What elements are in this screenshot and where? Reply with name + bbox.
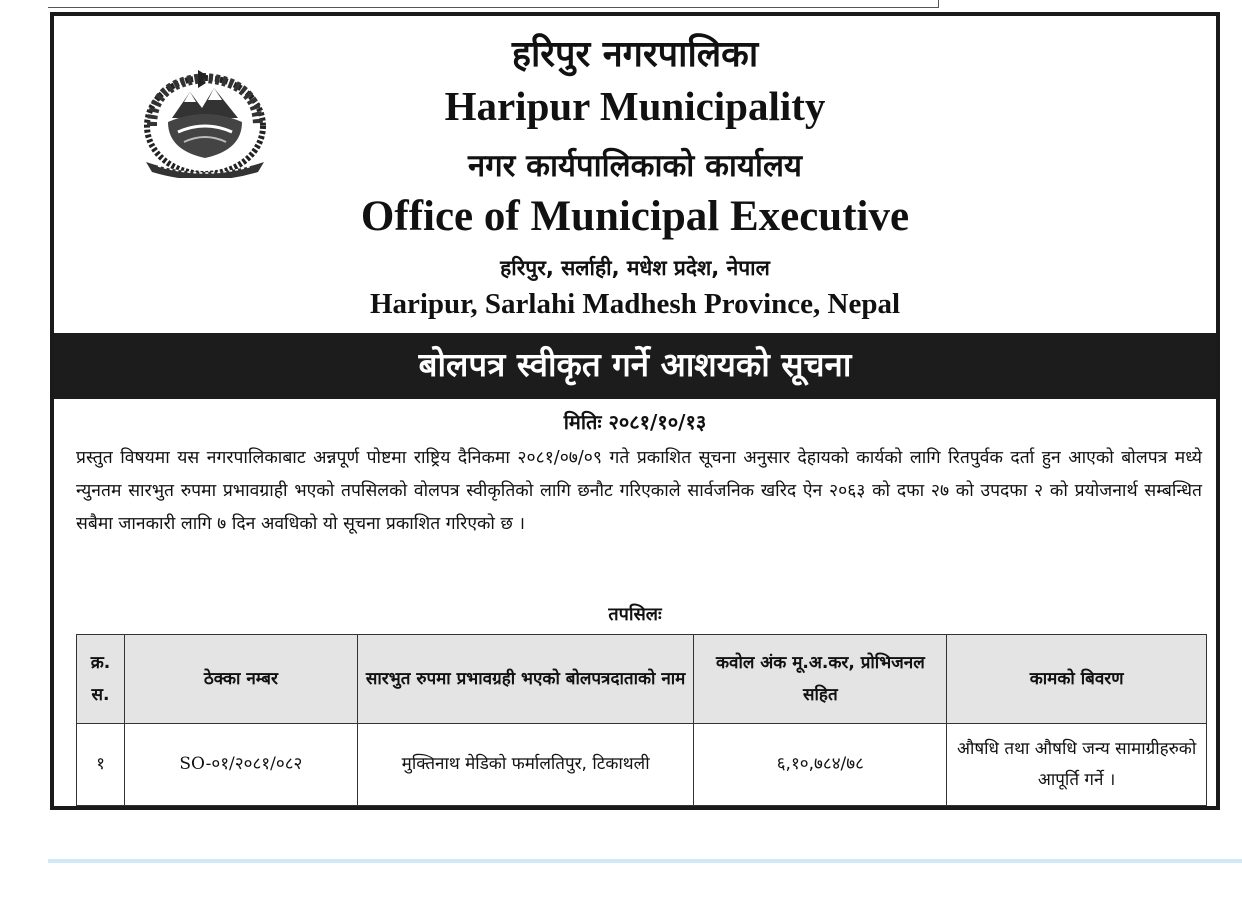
cell-serial-number: १ bbox=[77, 724, 125, 806]
nepali-address: हरिपुर, सर्लाही, मधेश प्रदेश, नेपाल bbox=[500, 256, 770, 280]
table-header-row bbox=[77, 635, 1207, 724]
bottom-divider bbox=[48, 859, 1242, 863]
cell-bidder-name: मुक्तिनाथ मेडिको फर्मालतिपुर, टिकाथली bbox=[357, 724, 694, 806]
letterhead bbox=[54, 16, 1216, 332]
header-serial-number: क्र. स. bbox=[77, 635, 125, 724]
header-work-description: कामको बिवरण bbox=[947, 635, 1207, 724]
top-border-line bbox=[48, 0, 939, 8]
notice-document bbox=[50, 12, 1220, 810]
notice-date: मितिः २०८१/१०/१३ bbox=[563, 410, 707, 434]
cell-bid-amount: ६,१०,७८४/७८ bbox=[694, 724, 947, 806]
nepali-municipality-title: हरिपुर नगरपालिका bbox=[511, 34, 759, 75]
header-bid-amount: कवोल अंक मू.अ.कर, प्रोभिजनल सहित bbox=[694, 635, 947, 724]
table-row bbox=[77, 724, 1207, 806]
nepali-office-name: नगर कार्यपालिकाको कार्यालय bbox=[468, 148, 802, 184]
english-municipality-title: Haripur Municipality bbox=[444, 83, 826, 129]
header-contract-number: ठेक्का नम्बर bbox=[124, 635, 357, 724]
schedule-label: तपसिलः bbox=[608, 604, 662, 625]
english-address: Haripur, Sarlahi Madhesh Province, Nepal bbox=[369, 288, 901, 320]
english-office-name: Office of Municipal Executive bbox=[360, 193, 910, 240]
cell-work-description: औषधि तथा औषधि जन्य सामाग्रीहरुको आपूर्ति गर्ने । bbox=[947, 724, 1207, 806]
notice-body-paragraph: प्रस्तुत विषयमा यस नगरपालिकाबाट अन्नपूर्ण पोष्टमा राष्ट्रिय दैनिकमा २०८१/०७/०९ गते प्रकाशित सूचना अनुसार देहायको कार्यको लागि रितपुर्वक दर्ता हुन आएको बोलपत्र मध्ये न्युनतम सारभुत रुपमा प्रभावग्राही भएको तपसिलको वोलपत्र स्वीकृतिको लागि छनौट गरिएकाले सार्वजनिक खरिद ऐन २०६३ को दफा २७ को उपदफा २ को प्रयोजनार्थ सम्बन्धित सबैमा जानकारी लागि ७ दिन अवधिको यो सूचना प्रकाशित गरिएको छ । bbox=[76, 448, 1202, 534]
notice-title-banner: बोलपत्र स्वीकृत गर्ने आशयको सूचना bbox=[54, 333, 1216, 399]
header-bidder-name: सारभुत रुपमा प्रभावग्रही भएको बोलपत्रदाताको नाम bbox=[357, 635, 694, 724]
cell-contract-number: SO-०१/२०८१/०८२ bbox=[124, 724, 357, 806]
bid-schedule-table bbox=[76, 634, 1207, 806]
